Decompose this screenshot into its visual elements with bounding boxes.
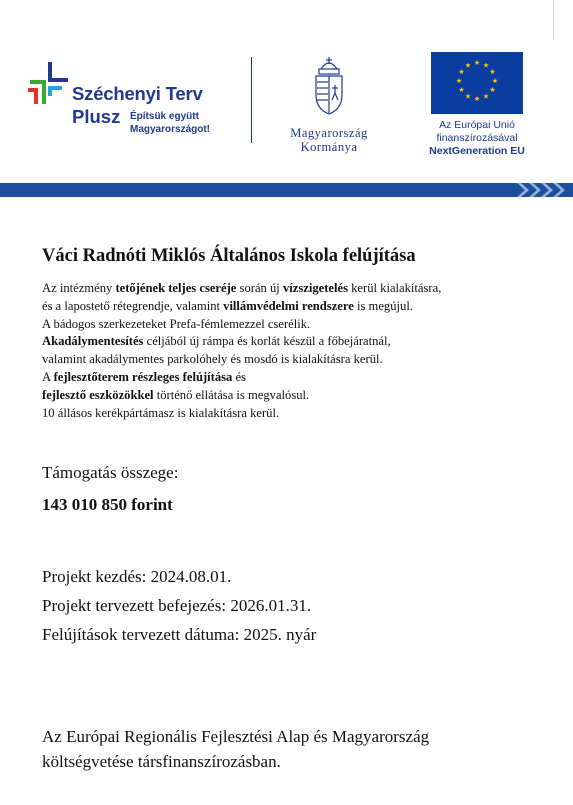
description-text: történő ellátása is megvalósul. (153, 387, 310, 402)
description-text: valamint akadálymentes parkolóhely és mosdó is kialakításra kerül. (42, 352, 383, 367)
description-line (42, 280, 441, 298)
svg-text:★: ★ (473, 59, 481, 67)
svg-text:★: ★ (473, 95, 481, 103)
page-title: Váci Radnóti Miklós Általános Iskola felújítása (42, 246, 416, 266)
government-name-line2: Kormánya (300, 140, 358, 154)
renovation-date: Felújítások tervezett dátuma: 2025. nyár (42, 625, 317, 644)
svg-text:★: ★ (464, 92, 472, 101)
eu-stars-icon (431, 52, 523, 114)
szechenyi-tagline-line1: Építsük együtt (130, 111, 199, 122)
eu-funding-text (418, 119, 536, 158)
svg-text:★: ★ (489, 68, 496, 76)
chevron-pattern-icon (513, 183, 573, 197)
szechenyi-title: Széchenyi Terv (72, 83, 203, 104)
header-band (0, 183, 573, 197)
description-text: is megújul. (353, 298, 413, 313)
description-text: 10 állásos kerékpártámasz is kialakításra kerül. (42, 405, 280, 420)
svg-text:★: ★ (458, 68, 465, 76)
government-name-line1: Magyarország (290, 126, 368, 140)
description-text: és a lapostető rétegrendje, valamint (42, 298, 224, 313)
page-edge-line (553, 0, 554, 40)
description-emphasis: tetőjének teljes cseréje (115, 281, 237, 295)
description-line (42, 369, 441, 387)
project-end-date: Projekt tervezett befejezés: 2026.01.31. (42, 596, 312, 615)
header (0, 0, 573, 200)
description-emphasis: villámvédelmi rendszere (223, 298, 354, 313)
description-text: kerül kialakításra, (347, 281, 442, 295)
szechenyi-tagline-line2: Magyarországot! (130, 124, 211, 135)
szechenyi-tagline (130, 110, 210, 136)
description-text: céljából új rámpa és korlát készül a főbejáratnál, (143, 334, 391, 349)
description-line (42, 333, 441, 351)
description-emphasis: Akadálymentesítés (42, 334, 144, 349)
coat-of-arms-icon (309, 55, 349, 117)
description-line (42, 405, 441, 423)
description-emphasis: fejlesztőterem részleges felújítása (53, 369, 233, 384)
szechenyi-plusz: Plusz (72, 106, 121, 127)
description-emphasis: vízszigetelés (282, 281, 348, 295)
cofinancing-line1: Az Európai Regionális Fejlesztési Alap és Magyarország (42, 727, 430, 746)
description-text: A (42, 369, 54, 384)
cofinancing-line2: költségvetése társfinanszírozásban. (42, 752, 281, 771)
description-text: során új (236, 281, 283, 295)
cofinancing-note (42, 724, 429, 774)
svg-text:★: ★ (491, 77, 499, 85)
government-logo (270, 55, 388, 154)
government-name (270, 126, 388, 154)
support-amount: 143 010 850 forint (42, 495, 173, 514)
svg-text:★: ★ (482, 92, 490, 101)
description-text: és (232, 369, 246, 384)
description-line (42, 351, 441, 369)
logo-divider (251, 57, 252, 143)
support-label: Támogatás összege: (42, 463, 179, 482)
description-text: A bádogos szerkezeteket Prefa-fémlemezzel cserélik. (42, 316, 311, 331)
project-dates (42, 562, 316, 649)
svg-text:★: ★ (489, 86, 496, 94)
description-text: Az intézmény (42, 281, 116, 295)
description-emphasis: fejlesztő eszközökkel (42, 387, 154, 402)
eu-logo (418, 52, 536, 158)
description-line (42, 316, 441, 334)
description-line (42, 298, 441, 316)
szechenyi-cross-icon (26, 60, 70, 108)
svg-text:★: ★ (464, 61, 472, 70)
project-start-date: Projekt kezdés: 2024.08.01. (42, 567, 232, 586)
svg-text:★: ★ (482, 61, 490, 70)
eu-text-line1: Az Európai Unió (439, 119, 515, 131)
svg-text:★: ★ (458, 86, 465, 94)
eu-text-line2: finanszírozásával (436, 132, 518, 144)
eu-text-line3: NextGeneration EU (429, 145, 525, 157)
project-description (42, 280, 441, 422)
description-line (42, 387, 441, 405)
svg-text:★: ★ (455, 77, 463, 85)
eu-flag-icon (431, 52, 523, 114)
